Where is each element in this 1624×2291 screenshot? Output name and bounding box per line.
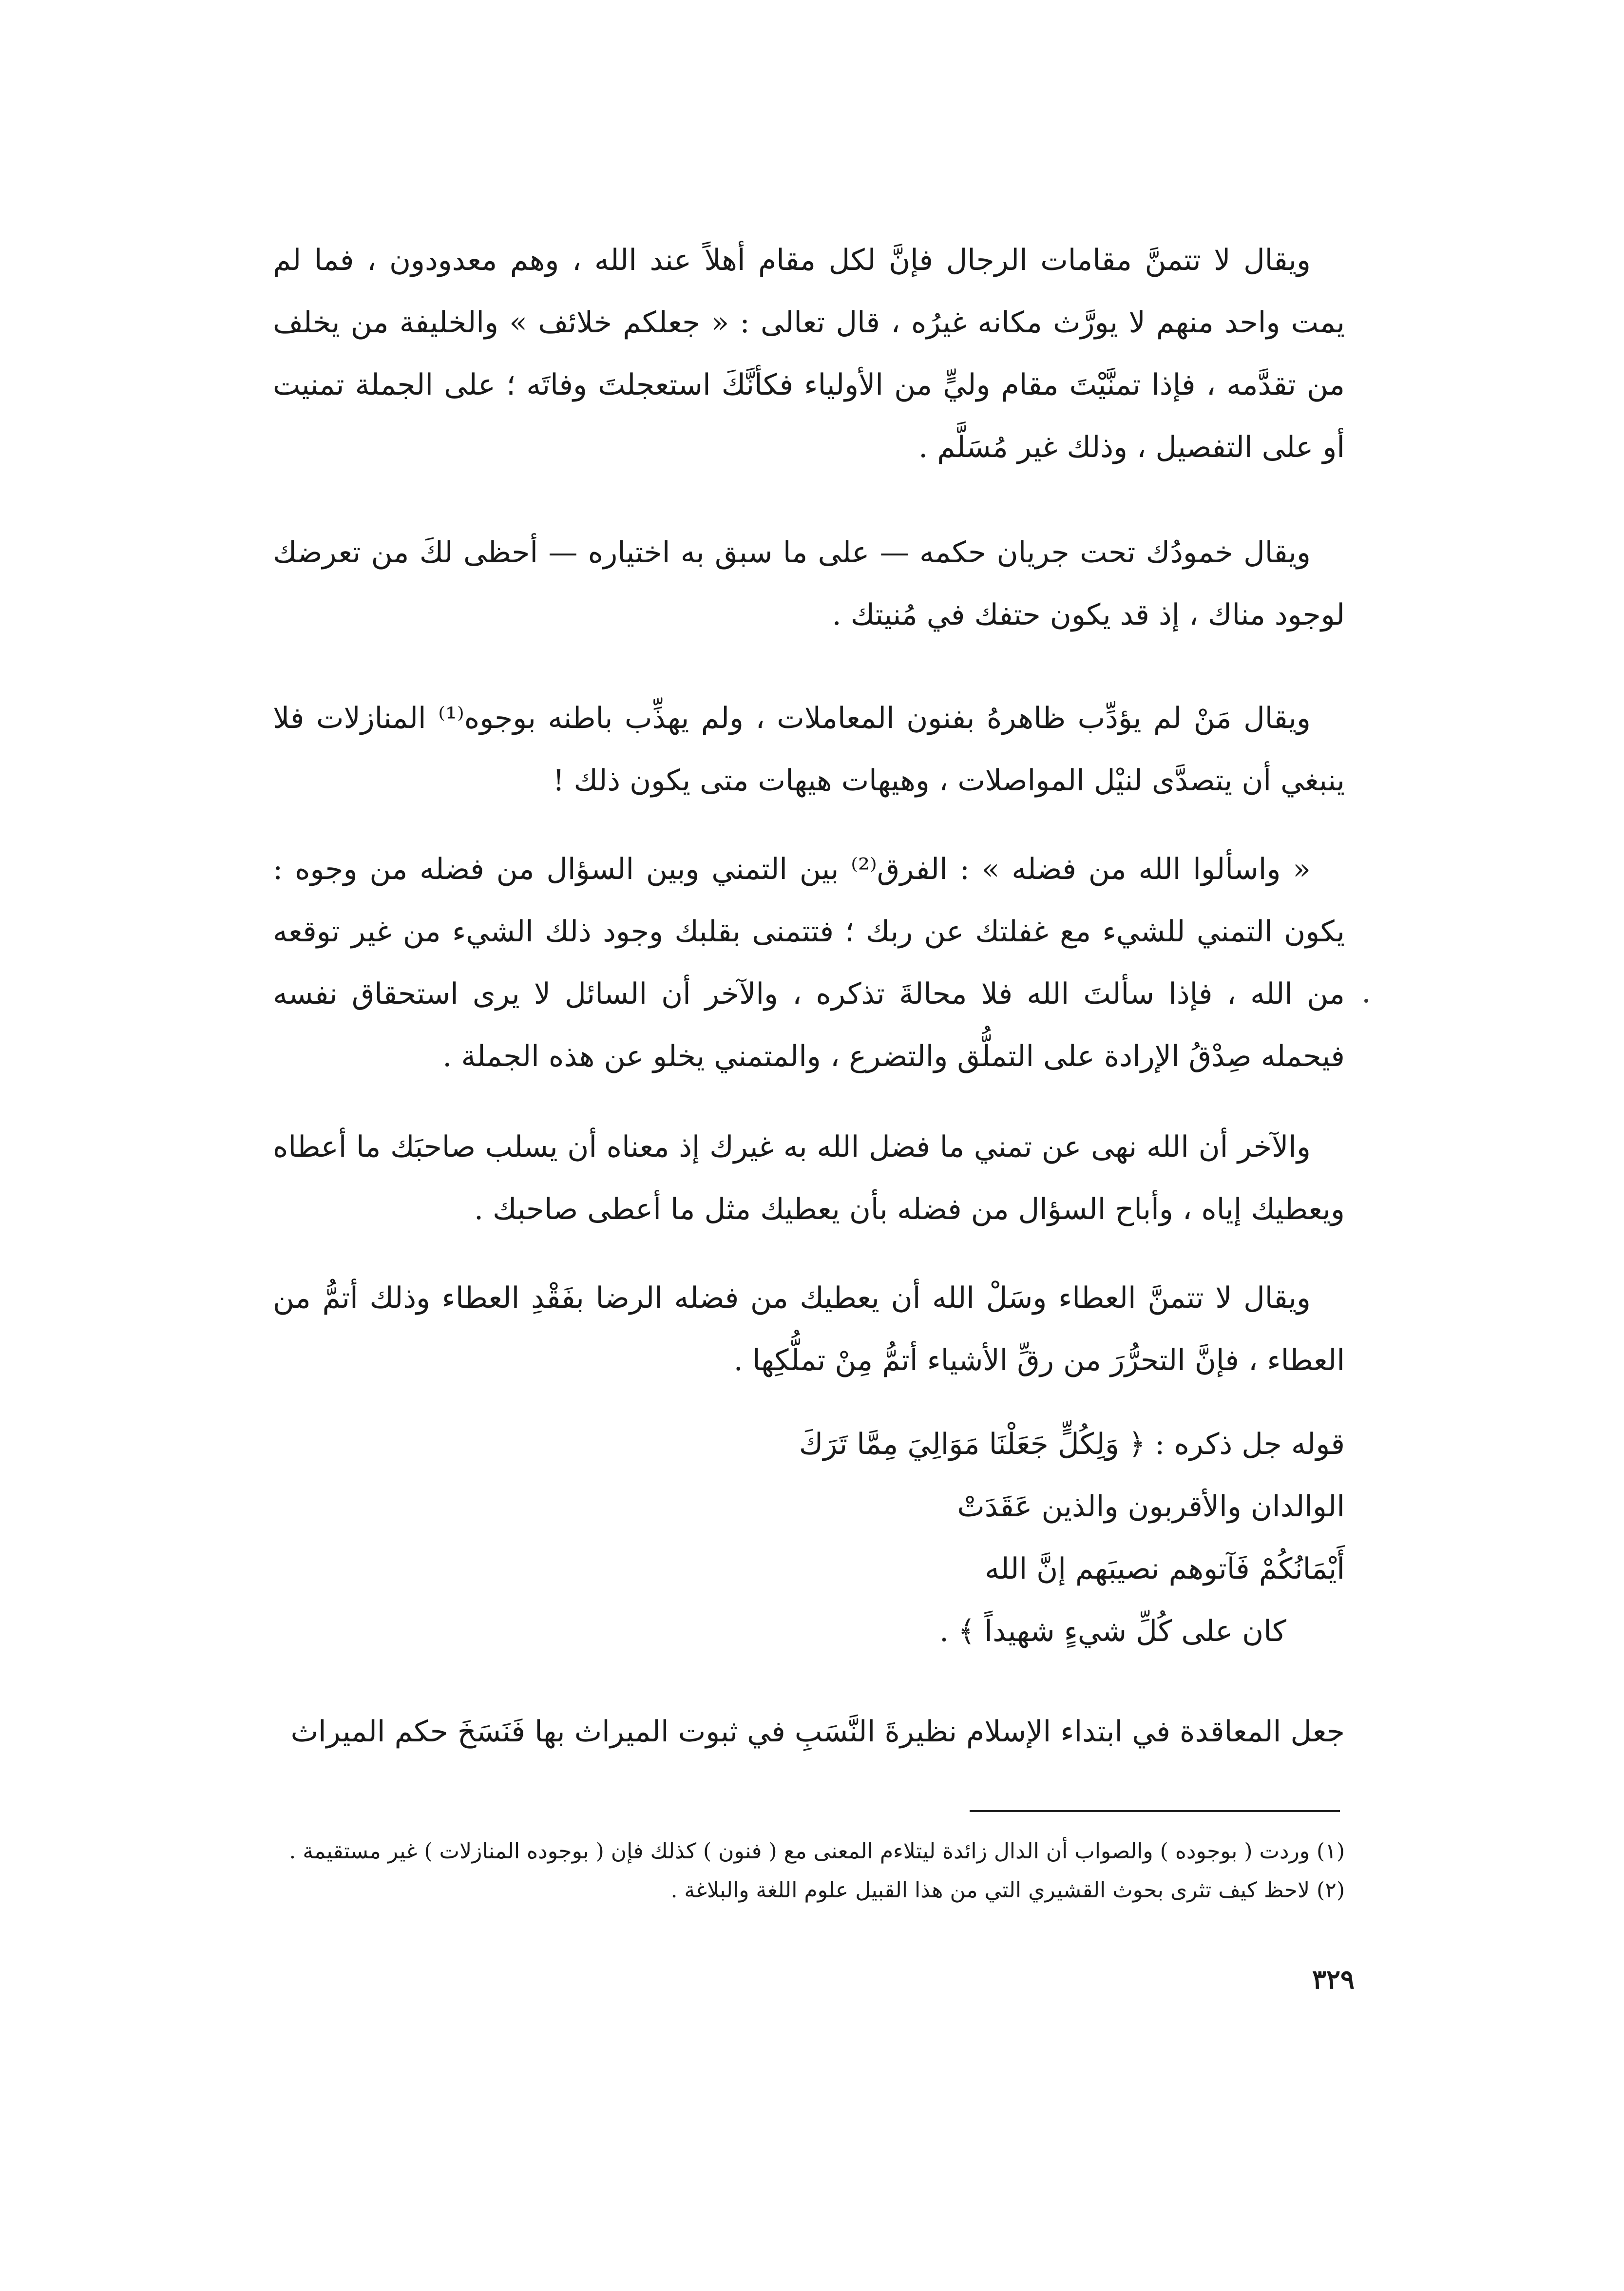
commentary-start (273, 1700, 1345, 1763)
quran-verse-quote (633, 1413, 1345, 1662)
paragraph-discipline (273, 687, 1345, 812)
footnote-2: (٢) لاحظ كيف تثرى بحوث القشيري التي من هذا القبيل علوم اللغة والبلاغة . (670, 1878, 1345, 1903)
verse-line: أَيْمَانُكُمْ فَآتوهم نصيبَهم إنَّ الله (985, 1552, 1345, 1586)
footnote-divider (970, 1810, 1340, 1812)
paragraph-text: ويقال مَنْ لم يؤدِّب ظاهرهُ بفنون المعاملات ، ولم يهذِّب باطنه بوجوه⁽¹⁾ المنازلات فلا ينبغي أن يتصدَّى لنيْل المواصلات ، وهيهات هيهات متى يكون ذلك ! (273, 701, 1345, 798)
closing-line: جعل المعاقدة في ابتداء الإسلام نظيرةَ النَّسَبِ في ثبوت الميراث بها فَنَسَخَ حكم الميراث (290, 1715, 1345, 1749)
paragraph-station-of-men (273, 229, 1345, 478)
verse-line: الوالدان والأقربون والذين عَقَدَتْ (957, 1489, 1345, 1524)
paragraph-text: والآخر أن الله نهى عن تمني ما فضل الله به غيرك إذ معناه أن يسلب صاحبَك ما أعطاه ويعطيك إياه ، وأباح السؤال من فضله بأن يعطيك مثل ما أعطى صاحبك . (273, 1130, 1345, 1226)
paragraph-text: ويقال لا تتمنَّ مقامات الرجال فإنَّ لكل مقام أهلاً عند الله ، وهم معدودون ، فما لم يمت واحد منهم لا يورَّث مكانه غيرُه ، قال تعالى : « جعلكم خلائف » والخليفة من يخلف من تقدَّمه ، فإذا تمنَّيْتَ مقام وليٍّ من الأولياء فكأنَّكَ استعجلتَ وفاتَه ؛ على الجملة تمنيت أو على التفصيل ، وذلك غير مُسَلَّم . (273, 243, 1345, 464)
page-number: ٣٢٩ (1312, 1964, 1355, 1995)
paragraph-text: « واسألوا الله من فضله » : الفرق⁽²⁾ بين التمني وبين السؤال من فضله من وجوه : يكون التمني للشيء مع غفلتك عن ربك ؛ فتتمنى بقلبك وجود ذلك الشيء من غير توقعه من الله ، فإذا سألتَ الله فلا محالةَ تذكره ، والآخر أن السائل لا يرى استحقاق نفسه فيحمله صِدْقُ الإرادة على التملُّق والتضرع ، والمتمني يخلو عن هذه الجملة . (273, 852, 1345, 1073)
verse-line: كان على كُلِّ شيءٍ شهيداً ﴾ . (939, 1614, 1286, 1648)
paragraph-contentment (273, 1267, 1345, 1392)
paragraph-submission (273, 521, 1345, 646)
footnotes-section (283, 1832, 1345, 1910)
paragraph-text: ويقال خمودُك تحت جريان حكمه — على ما سبق به اختياره — أحظى لكَ من تعرضك لوجود مناك ، إذ قد يكون حتفك في مُنيتك . (273, 535, 1345, 632)
verse-line: قوله جل ذكره : ﴿ وَلِكُلٍّ جَعَلْنَا مَوَالِيَ مِمَّا تَرَكَ (799, 1427, 1345, 1461)
footnote-1: (١) وردت ( بوجوده ) والصواب أن الدال زائدة ليتلاءم المعنى مع ( فنون ) كذلك فإن ( بوجوده المنازلات ) غير مستقيمة . (289, 1839, 1345, 1864)
scan-speck (1364, 999, 1368, 1003)
paragraph-text: ويقال لا تتمنَّ العطاء وسَلْ الله أن يعطيك من فضله الرضا بفَقْدِ العطاء وذلك أتمُّ من العطاء ، فإنَّ التحرُّرَ من رقِّ الأشياء أتمُّ مِنْ تملُّكِها . (273, 1281, 1345, 1377)
paragraph-another-aspect (273, 1116, 1345, 1241)
paragraph-wishing-vs-asking (273, 838, 1345, 1088)
